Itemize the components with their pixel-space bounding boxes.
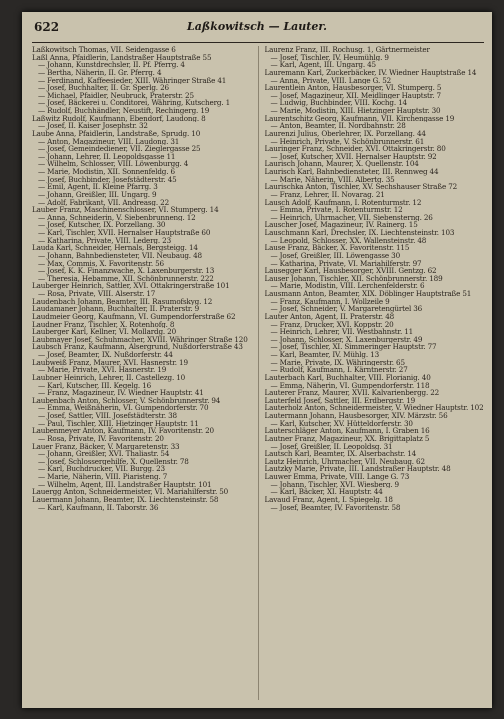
directory-entry: Lavaud Franz, Agent, I. Spiegelg. 18 — [264, 495, 393, 504]
directory-entry: — Karl, Buchdrucker, VII. Burgg. 23 — [38, 465, 165, 473]
directory-entry: — Josef, Schlossergehilfe, X. Quellenstr. 78 — [38, 457, 189, 466]
directory-entry: — Emil, Agent, II. Kleine Pfarrg. 3 — [38, 183, 158, 191]
directory-entry: Lauscher Josef, Magazineur, IV. Rainerg. 15 — [264, 221, 418, 229]
directory-entry: Lausmann Anton, Beamter, XIX. Döblinger Hauptstraße 51 — [264, 290, 472, 298]
directory-column-right — [265, 46, 485, 700]
directory-entry: — Emma, Weißnäherin, VI. Gumpendorferstr. 70 — [38, 404, 209, 412]
directory-entry: Lauterbach Karl, Buchhalter, VIII. Florianig. 40 — [264, 373, 431, 382]
directory-column-left — [32, 46, 252, 700]
directory-entry: Laurisch Johann, Maurer, X. Quellenstr. 104 — [264, 160, 419, 168]
directory-entry: — Franz, Magazineur, IV. Wiedner Hauptstr. 41 — [38, 389, 204, 397]
directory-entry: — Rudolf, Kaufmann, I. Kärntnerstr. 27 — [270, 366, 408, 374]
directory-entry: — Josef, K. K. Finanzwache, X. Laxenburgerstr. 13 — [38, 267, 215, 275]
directory-entry: — Josef, Schneider, V. Margaretengürtel 36 — [270, 305, 423, 313]
directory-entry: — Karl, Kutscher, XV. Hütteldorferstr. 30 — [270, 419, 413, 428]
directory-entry: — Josef, Magazineur, XII. Meidlinger Hauptstr. 7 — [270, 91, 441, 100]
directory-entry: Lauermann Johann, Beamter, IX. Liechtensteinstr. 58 — [32, 495, 219, 504]
directory-entry: — Josef, Greißler, II. Leopoldsg. 31 — [270, 442, 393, 451]
directory-entry: — Marie, Modistin, VIII. Lerchenfelderstr. 6 — [270, 282, 425, 290]
directory-entry: Laurentlein Anton, Hausbesorger, VI. Stumperg. 5 — [264, 84, 442, 92]
directory-entry: Laubenmeyer Anton, Kaufmann, IV. Favoritenstr. 20 — [32, 427, 214, 435]
directory-entry: Laudner Franz, Tischler, X. Rotenhofg. 8 — [32, 320, 175, 329]
directory-entry: — Emma, Private, I. Rotenturmstr. 12 — [270, 206, 403, 214]
directory-entry: — Johann, Greißler, III. Ungarg. 9 — [38, 190, 157, 199]
directory-entry: — Emma, Näherin, VI. Gumpendorferstr. 118 — [270, 381, 430, 390]
directory-entry: — Bertha, Näherin, II. Gr. Pferrg. 4 — [38, 68, 162, 77]
directory-entry: Lauberger Heinrich, Sattler, XVI. Ottakringerstraße 101 — [32, 282, 230, 290]
directory-entry: — Johann, Schlosser, X. Laxenburgerstr. 49 — [270, 335, 423, 344]
directory-entry: — Johann, Bahnbediensteter, VII. Neubaug. 48 — [38, 251, 202, 260]
directory-entry: Lauterer Franz, Maurer, XVII. Kalvarienbergg. 22 — [264, 389, 440, 397]
directory-entry: Lautzky Marie, Private, III. Landstraßer Hauptstr. 48 — [264, 465, 451, 473]
directory-entry: — Josef, Beamter, IV. Favoritenstr. 58 — [270, 503, 401, 512]
directory-entry: Laubsch Franz, Kaufmann, Alsergrund, Nußdorferstraße 43 — [32, 343, 243, 351]
directory-entry: — Heinrich, Private, V. Schönbrunnerstr. 61 — [270, 137, 425, 146]
directory-entry: — Josef, Gemeindediener, VII. Zieglergasse 25 — [38, 145, 201, 153]
directory-entry: Lauber Franz, Maschinenschlosser, VI. Stumperg. 14 — [32, 206, 219, 214]
directory-entry: Laudamaner Johann, Buchhalter, II. Praterstr. 9 — [32, 305, 200, 313]
directory-entry: Laubmayer Josef, Schuhmacher, XVIII. Währinger Straße 120 — [32, 335, 248, 344]
directory-entry: Lauterholz Anton, Schneidermeister, V. Wiedner Hauptstr. 102 — [264, 404, 484, 412]
directory-entry: Lausch Adolf, Kaufmann, I. Rotenturmstr. 12 — [264, 198, 422, 207]
directory-entry: — Heinrich, Uhrmacher, VII. Siebensterng. 26 — [270, 213, 433, 222]
directory-entry: — Heinrich, Lehrer, VII. Westbahnstr. 11 — [270, 328, 414, 336]
directory-entry: — Johann, Kunstdrechsler, II. Pf. Pferrg. 4 — [38, 61, 185, 69]
directory-entry: — Anna, Private, VIII. Lange G. 52 — [270, 76, 392, 85]
directory-entry: Lauser Johann, Tischler, XII. Schönbrunnerstr. 189 — [264, 274, 443, 283]
directory-entry: Laudmeier Georg, Kaufmann, VI. Gumpendorferstraße 62 — [32, 312, 236, 321]
directory-entry: — Rudolf, Buchhändler, Neustift, Rechingerg. 19 — [38, 107, 210, 115]
directory-entry: Laubner Heinrich, Lehrer, II. Castellezg. 10 — [32, 373, 186, 382]
directory-entry: — Josef, Buchbinder, Josefstädterstr. 45 — [38, 175, 177, 184]
directory-entry: — Theresia, Hebamme, XII. Schönbrunnerstr. 222 — [38, 274, 214, 283]
directory-entry: — Wilhelm, Schlosser, VIII. Löwenburgg. 4 — [38, 160, 189, 168]
directory-entry: Lauter Anton, Agent, II. Praterstr. 48 — [264, 312, 395, 321]
directory-entry: Lauringer Franz, Schneider, XVI. Ottakringerstr. 80 — [264, 145, 446, 153]
directory-entry: Lauer Franz, Bäcker, V. Margaretenstr. 33 — [32, 442, 180, 451]
directory-entry: — Katharina, Private, VI. Mariahilferstr. 97 — [270, 259, 422, 268]
directory-entry: Laßkowitsch Thomas, VII. Seidengasse 6 — [32, 46, 176, 54]
header-rule — [32, 42, 484, 43]
directory-entry: — Josef, Bäckerei u. Conditorei, Währing, Kutscherg. 1 — [38, 99, 231, 107]
directory-entry: Lauergg Anton, Schneidermeister, VI. Mariahilferstr. 50 — [32, 488, 229, 496]
directory-entry: — Marie, Private, XVI. Hasnerstr. 19 — [38, 366, 167, 374]
directory-entry: — Marie, Näherin, VIII. Albertg. 35 — [270, 175, 395, 184]
directory-entry: — Johann, Lehrer, II. Leopoldsgasse 11 — [38, 152, 176, 161]
directory-entry: Laßl Anna, Pfaidlerin, Landstraßer Hauptstraße 55 — [32, 53, 212, 62]
directory-entry: — Karl, Bäcker, XI. Hauptstr. 44 — [270, 488, 383, 496]
directory-entry: — Josef, Buchhalter, II. Gr. Sperlg. 26 — [38, 84, 169, 92]
directory-entry: — Josef, Tischler, XI. Simmeringer Hauptstr. 77 — [270, 343, 437, 351]
directory-entry: Laube Anna, Pfaidlerin, Landstraße, Sprudg. 10 — [32, 129, 201, 138]
directory-entry: — Josef, Kutscher, IX. Porzellang. 30 — [38, 221, 166, 229]
directory-entry: Lause Franz, Bäcker, X. Favoritenstr. 115 — [264, 244, 410, 252]
directory-entry: — Michael, Pfaidler, Neubruck, Praterstr. 25 — [38, 91, 194, 100]
directory-entry: — Adolf, Fabrikant, VII. Andreasg. 22 — [38, 198, 169, 207]
directory-entry: — Leopold, Schlosser, XX. Wallensteinstr. 48 — [270, 236, 427, 245]
directory-entry: Laubweiß Franz, Maurer, XVI. Hasnerstr. 19 — [32, 358, 188, 367]
directory-entry: — Katharina, Private, VIII. Lederg. 23 — [38, 236, 171, 245]
directory-page — [22, 12, 492, 708]
directory-entry: Lautsch Karl, Beamter, IX. Alserbachstr. 14 — [264, 450, 417, 458]
directory-entry: — Max, Commis, X. Favoritenstr. 56 — [38, 259, 164, 268]
directory-entry: Lauremann Karl, Zuckerbäcker, IV. Wiedner Hauptstraße 14 — [264, 68, 477, 77]
directory-entry: — Josef, Greißler, III. Löwengasse 30 — [270, 251, 401, 260]
directory-entry: Laurisch Karl, Bahnbediensteter, III. Rennweg 44 — [264, 168, 439, 176]
directory-entry: — Rosa, Private, IV. Favoritenstr. 20 — [38, 434, 164, 443]
directory-entry: — Josef, Kutscher, XVII. Hernalser Hauptstr. 92 — [270, 152, 437, 161]
directory-entry: — Wilhelm, Agent, III. Landstraßer Hauptstr. 101 — [38, 480, 212, 489]
directory-entry: Lautz Heinrich, Uhrmacher, VII. Neubaug. 62 — [264, 457, 425, 466]
directory-entry: — Karl, Kaufmann, II. Taborstr. 36 — [38, 503, 159, 512]
directory-entry: Laubenbach Anton, Schlosser, V. Schönbrunnerstr. 94 — [32, 396, 221, 405]
directory-entry: — Karl, Beamter, IV. Mühlg. 13 — [270, 351, 379, 359]
directory-entry: — Johann, Tischler, XVI. Wiesberg. 9 — [270, 480, 399, 489]
directory-entry: — Josef, Tischler, IV. Heumühlg. 9 — [270, 53, 389, 62]
directory-entry: Laurenz Franz, III. Rochusg. 1, Gärtnermeister — [264, 46, 430, 54]
directory-entry: Laudenbach Johann, Beamter, III. Rasumofskyg. 12 — [32, 297, 213, 306]
directory-entry: — Josef, II. Kaiser Josephstr. 32 — [38, 122, 148, 130]
directory-entry: Lauterfeld Josef, Sattler, III. Erdbergstr. 19 — [264, 396, 416, 405]
page-title: Laßkowitsch — Lauter. — [186, 20, 327, 33]
directory-entry: — Franz, Lehrer, II. Novarag. 21 — [270, 190, 385, 199]
directory-entry: — Ludwig, Buchbinder, VIII. Kochg. 14 — [270, 99, 407, 107]
directory-entry: — Rosa, Private, VIII. Alserstr. 17 — [38, 290, 156, 298]
directory-entry: Lauterschläger Anton, Kaufmann, I. Graben 16 — [264, 427, 430, 435]
directory-entry: — Paul, Tischler, XIII. Hietzinger Hauptstr. 11 — [38, 419, 199, 428]
directory-entry: Laurentschitz Georg, Kaufmann, VII. Kirchengasse 19 — [264, 114, 455, 123]
directory-entry: — Marie, Näherin, VIII. Piaristeng. 7 — [38, 473, 168, 481]
directory-entry: Lauda Karl, Schneider, Hernals, Bergsteigg. 14 — [32, 244, 198, 252]
directory-entry: Lauschmann Karl, Drechsler, IX. Liechtensteinstr. 103 — [264, 229, 455, 237]
directory-entry: Lautermann Johann, Hausbesorger, XIV. Märzstr. 56 — [264, 412, 448, 420]
directory-entry: — Anna, Schneiderin, V. Siebenbrunneng. 12 — [38, 213, 196, 222]
page-header — [22, 18, 492, 40]
directory-entry: — Karl, Tischler, XVII. Hernalser Hauptstraße 60 — [38, 229, 211, 237]
directory-entry: — Johann, Greißler, XVI. Thaliastr. 54 — [38, 450, 170, 458]
directory-entry: — Karl, Kutscher, III. Kegelg. 16 — [38, 381, 152, 390]
directory-entry: Laurischka Anton, Tischler, XV. Sechshauser Straße 72 — [264, 183, 458, 191]
directory-entry: — Franz, Kaufmann, I. Wollzeile 9 — [270, 297, 390, 306]
column-divider — [258, 46, 259, 700]
directory-entry: — Anton, Magazineur, VIII. Laudong. 31 — [38, 137, 180, 146]
directory-entry: Lauwer Emma, Private, VIII. Lange G. 73 — [264, 473, 410, 481]
page-number: 622 — [34, 20, 60, 34]
directory-entry: — Josef, Beamter, IX. Nußdorferstr. 44 — [38, 351, 173, 359]
directory-entry: Lautner Franz, Magazineur, XX. Brigittaplatz 5 — [264, 434, 430, 443]
directory-entry: — Josef, Sattler, VIII. Josefstädterstr. 38 — [38, 412, 177, 420]
directory-entry: — Karl, Agent, III. Ungarg. 45 — [270, 61, 376, 69]
directory-entry: — Marie, Modistin, XII. Sonnenfeldg. 6 — [38, 168, 175, 176]
directory-entry: Lausegger Karl, Hausbesorger, XVIII. Gentzg. 62 — [264, 267, 437, 275]
directory-entry: Laßwitz Rudolf, Kaufmann, Ebendorf, Laudong. 8 — [32, 114, 206, 123]
directory-entry: — Marie, Modistin, XIII. Hietzinger Hauptstr. 30 — [270, 107, 441, 115]
directory-entry: — Ferdinand, Kaffeesieder, XIII. Währinger Straße 41 — [38, 76, 227, 85]
directory-entry: — Anton, Beamter, II. Nordbahnstr. 28 — [270, 122, 406, 130]
directory-columns — [32, 46, 484, 700]
directory-entry: Lauberger Karl, Kellner, VI. Mollardg. 20 — [32, 328, 177, 336]
directory-entry: Laurenzi Julius, Oberlehrer, IX. Porzellang. 44 — [264, 129, 426, 138]
directory-entry: — Franz, Drucker, XVI. Koppstr. 20 — [270, 320, 394, 329]
directory-entry: — Marie, Private, IX. Währingerstr. 65 — [270, 358, 405, 367]
